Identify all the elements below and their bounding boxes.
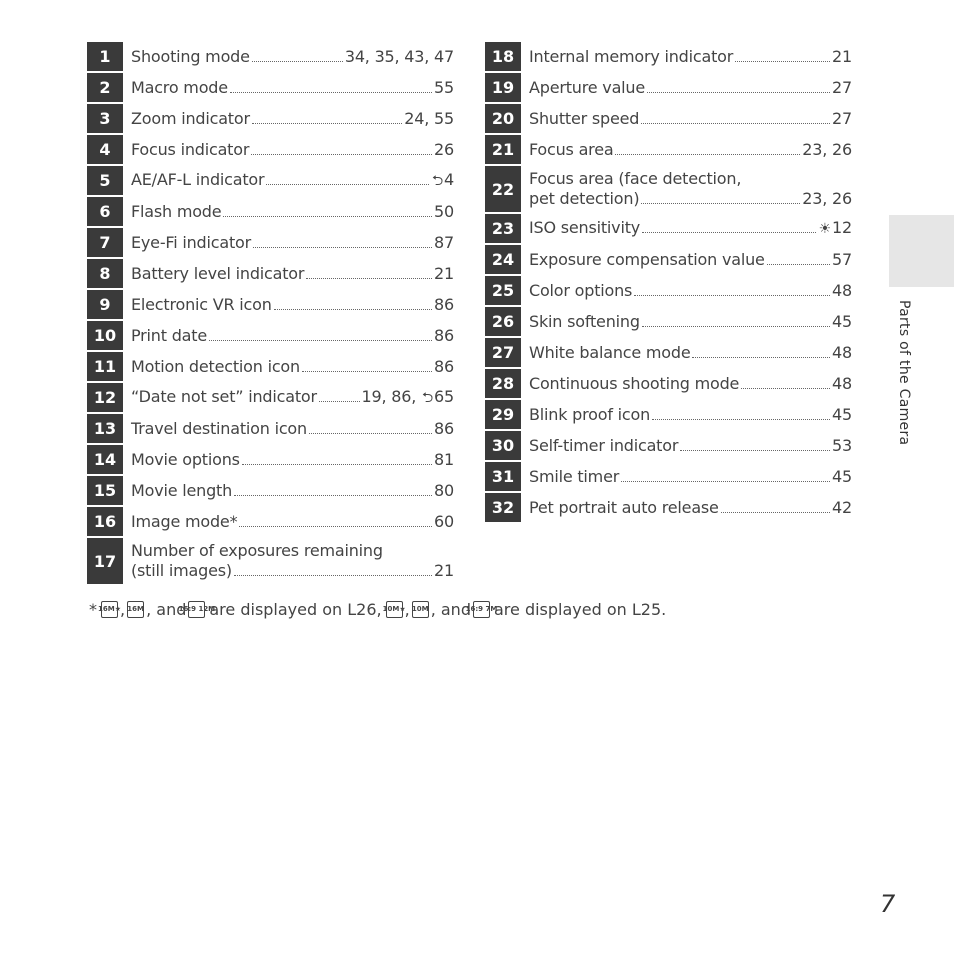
- entry-label: ISO sensitivity: [529, 218, 641, 237]
- page-reference: [434, 233, 454, 253]
- entry-label: Focus area (face detection,: [529, 169, 742, 188]
- dot-leader: [253, 247, 432, 248]
- entry-label: Pet portrait auto release: [529, 497, 719, 517]
- page-numbers: 80: [434, 480, 454, 500]
- entry-line: [131, 481, 454, 501]
- right-column: [485, 42, 852, 524]
- page-numbers: 27: [832, 108, 852, 128]
- page-numbers: 50: [434, 201, 454, 221]
- legend-number: 4: [87, 135, 123, 164]
- entry-line: [529, 312, 852, 332]
- legend-entry: [123, 73, 454, 102]
- page-reference: [434, 202, 454, 222]
- legend-entry: [123, 476, 454, 505]
- page-reference: [434, 140, 454, 160]
- page-numbers: 55: [434, 77, 454, 97]
- dot-leader: [634, 295, 830, 296]
- legend-number: 32: [485, 493, 521, 522]
- legend-row: [87, 135, 454, 164]
- page-reference: [802, 189, 852, 209]
- page-reference: [832, 109, 852, 129]
- page-numbers: 81: [434, 449, 454, 469]
- page-numbers: 48: [832, 373, 852, 393]
- legend-number: 2: [87, 73, 123, 102]
- entry-line: [131, 47, 454, 67]
- dot-leader: [641, 123, 830, 124]
- footnote-sep: ,: [404, 600, 410, 619]
- legend-entry: [123, 414, 454, 443]
- legend-entry: [123, 42, 454, 71]
- dot-leader: [230, 92, 432, 93]
- page-numbers: 53: [832, 435, 852, 455]
- legend-entry: [123, 104, 454, 133]
- entry-label: Print date: [131, 325, 207, 345]
- entry-line: [529, 343, 852, 363]
- dot-leader: [767, 264, 830, 265]
- page-numbers: 86: [434, 325, 454, 345]
- legend-row: [87, 290, 454, 319]
- legend-row: [87, 104, 454, 133]
- page-number: 7: [880, 890, 896, 918]
- entry-line: [529, 189, 852, 209]
- entry-label: Motion detection icon: [131, 356, 300, 376]
- page-numbers: 86: [434, 294, 454, 314]
- dot-leader: [302, 371, 432, 372]
- page-numbers: 26: [434, 139, 454, 159]
- legend-row: [87, 538, 454, 584]
- entry-line: [529, 467, 852, 487]
- legend-number: 24: [485, 245, 521, 274]
- entry-label: Color options: [529, 280, 633, 300]
- page-reference: [434, 481, 454, 501]
- page-numbers: 23, 26: [802, 189, 852, 208]
- legend-number: 3: [87, 104, 123, 133]
- legend-entry: [123, 445, 454, 474]
- legend-row: [87, 476, 454, 505]
- legend-row: [87, 352, 454, 381]
- page-reference: [434, 561, 454, 581]
- page-reference: [362, 387, 454, 408]
- legend-entry: [521, 400, 852, 429]
- legend-number: 29: [485, 400, 521, 429]
- legend-number: 27: [485, 338, 521, 367]
- dot-leader: [266, 184, 429, 185]
- entry-line: [131, 264, 454, 284]
- dot-leader: [252, 123, 402, 124]
- entry-line: [131, 78, 454, 98]
- legend-number: 8: [87, 259, 123, 288]
- entry-label: AE/AF-L indicator: [131, 170, 265, 189]
- page-reference: [434, 78, 454, 98]
- legend-number: 11: [87, 352, 123, 381]
- entry-line: [131, 561, 454, 581]
- footnote-and: , and: [146, 600, 187, 619]
- dot-leader: [721, 512, 830, 513]
- legend-row: [485, 276, 852, 305]
- page-reference: [832, 47, 852, 67]
- legend-number: 22: [485, 166, 521, 212]
- page-numbers: 45: [832, 466, 852, 486]
- page-reference: [832, 405, 852, 425]
- legend-entry: [521, 276, 852, 305]
- legend-entry: [521, 338, 852, 367]
- legend-row: [87, 383, 454, 412]
- page-numbers: 19, 86,: [361, 387, 422, 406]
- page-numbers: 86: [434, 418, 454, 438]
- legend-row: [485, 338, 852, 367]
- entry-label: Macro mode: [131, 77, 228, 97]
- reference-section-icon: ⮌: [422, 390, 434, 406]
- legend-entry: [521, 245, 852, 274]
- legend-number: 18: [485, 42, 521, 71]
- entry-label: Smile timer: [529, 466, 620, 486]
- entry-label: pet detection): [529, 189, 640, 208]
- entry-label: Electronic VR icon: [131, 294, 272, 314]
- entry-label: Eye-Fi indicator: [131, 232, 251, 252]
- legend-entry: [123, 228, 454, 257]
- page-reference: [434, 450, 454, 470]
- entry-label: Aperture value: [529, 77, 645, 97]
- page-numbers: 27: [832, 77, 852, 97]
- entry-label: Internal memory indicator: [529, 46, 734, 66]
- image-mode-10m-icon: 10M: [412, 601, 429, 618]
- legend-entry: [123, 321, 454, 350]
- legend-entry: [521, 73, 852, 102]
- entry-line: [131, 170, 454, 191]
- page-reference: [434, 264, 454, 284]
- page-numbers: 65: [434, 387, 454, 406]
- dot-leader: [641, 203, 800, 204]
- legend-entry: [521, 493, 852, 522]
- dot-leader: [234, 575, 432, 576]
- reference-section-icon: ☀: [818, 221, 832, 237]
- footnote-and: , and: [430, 600, 471, 619]
- entry-label: Shutter speed: [529, 108, 640, 128]
- dot-leader: [692, 357, 830, 358]
- entry-label: White balance mode: [529, 342, 691, 362]
- entry-line: [529, 78, 852, 98]
- page-numbers: 57: [832, 249, 852, 269]
- entry-label: Exposure compensation value: [529, 249, 765, 269]
- dot-leader: [209, 340, 432, 341]
- entry-label: Flash mode: [131, 201, 222, 221]
- page-reference: [434, 295, 454, 315]
- page-reference: [404, 109, 454, 129]
- legend-row: [87, 321, 454, 350]
- entry-label: Movie options: [131, 449, 240, 469]
- legend-number: 25: [485, 276, 521, 305]
- dot-leader: [680, 450, 830, 451]
- legend-entry: [521, 462, 852, 491]
- entry-line: [131, 387, 454, 408]
- dot-leader: [621, 481, 830, 482]
- entry-line: [529, 281, 852, 301]
- legend-row: [87, 197, 454, 226]
- legend-row: [485, 166, 852, 212]
- legend-number: 15: [87, 476, 123, 505]
- legend-entry: [123, 538, 454, 584]
- legend-row: [485, 307, 852, 336]
- entry-line: [529, 498, 852, 518]
- entry-line: [529, 169, 852, 189]
- section-label: Parts of the Camera: [896, 300, 912, 446]
- footnote-text: are displayed on L26,: [209, 600, 382, 619]
- dot-leader: [642, 232, 816, 233]
- dot-leader: [223, 216, 432, 217]
- dot-leader: [309, 433, 432, 434]
- entry-label: Blink proof icon: [529, 404, 651, 424]
- dot-leader: [251, 154, 432, 155]
- legend-entry: [123, 507, 454, 536]
- legend-number: 10: [87, 321, 123, 350]
- dot-leader: [741, 388, 830, 389]
- page-reference: [832, 281, 852, 301]
- entry-label: Continuous shooting mode: [529, 373, 740, 393]
- legend-number: 17: [87, 538, 123, 584]
- dot-leader: [319, 401, 360, 402]
- legend-row: [485, 104, 852, 133]
- page-numbers: 86: [434, 356, 454, 376]
- page-reference: [434, 512, 454, 532]
- legend-row: [87, 507, 454, 536]
- legend-row: [485, 400, 852, 429]
- legend-number: 13: [87, 414, 123, 443]
- legend-number: 1: [87, 42, 123, 71]
- page-reference: [832, 436, 852, 456]
- image-mode-10m-star-icon: 10M★: [386, 601, 403, 618]
- legend-number: 6: [87, 197, 123, 226]
- page-reference: [431, 170, 454, 191]
- entry-line: [529, 218, 852, 239]
- legend-entry: [123, 197, 454, 226]
- footnote: [87, 600, 787, 619]
- footnote-sep: ,: [120, 600, 126, 619]
- dot-leader: [239, 526, 432, 527]
- legend-number: 9: [87, 290, 123, 319]
- legend-row: [485, 493, 852, 522]
- entry-line: [529, 250, 852, 270]
- entry-line: [529, 109, 852, 129]
- legend-number: 26: [485, 307, 521, 336]
- page-reference: [802, 140, 852, 160]
- legend-number: 19: [485, 73, 521, 102]
- page-numbers: 12: [832, 218, 852, 237]
- dot-leader: [274, 309, 432, 310]
- page-numbers: 45: [832, 404, 852, 424]
- entry-label: Shooting mode: [131, 46, 250, 66]
- legend-number: 28: [485, 369, 521, 398]
- page-reference: [434, 326, 454, 346]
- legend-entry: [123, 352, 454, 381]
- entry-line: [529, 436, 852, 456]
- legend-entry: [521, 166, 852, 212]
- entry-line: [131, 233, 454, 253]
- page-numbers: 21: [434, 561, 454, 580]
- page-numbers: 42: [832, 497, 852, 517]
- legend-entry: [521, 307, 852, 336]
- reference-section-icon: ⮌: [432, 173, 444, 189]
- page-numbers: 48: [832, 342, 852, 362]
- entry-label: “Date not set” indicator: [131, 387, 317, 406]
- legend-number: 30: [485, 431, 521, 460]
- page-reference: [434, 419, 454, 439]
- entry-line: [131, 326, 454, 346]
- page-numbers: 45: [832, 311, 852, 331]
- dot-leader: [242, 464, 432, 465]
- legend-row: [485, 462, 852, 491]
- dot-leader: [615, 154, 800, 155]
- dot-leader: [652, 419, 830, 420]
- entry-line: [131, 419, 454, 439]
- entry-label: Focus indicator: [131, 139, 250, 159]
- image-mode-16m-icon: 16M: [127, 601, 144, 618]
- page-numbers: 60: [434, 511, 454, 531]
- dot-leader: [252, 61, 343, 62]
- dot-leader: [306, 278, 432, 279]
- entry-line: [131, 202, 454, 222]
- entry-label: Self-timer indicator: [529, 435, 679, 455]
- entry-line: [131, 295, 454, 315]
- legend-row: [87, 259, 454, 288]
- entry-line: [131, 109, 454, 129]
- legend-number: 20: [485, 104, 521, 133]
- page-reference: [832, 312, 852, 332]
- entry-label: Number of exposures remaining: [131, 541, 383, 560]
- legend-row: [87, 445, 454, 474]
- entry-label: Image mode*: [131, 511, 238, 531]
- legend-entry: [521, 42, 852, 71]
- left-column: [87, 42, 454, 586]
- legend-entry: [521, 369, 852, 398]
- legend-row: [485, 369, 852, 398]
- dot-leader: [234, 495, 432, 496]
- legend-row: [485, 245, 852, 274]
- entry-label: (still images): [131, 561, 232, 580]
- entry-label: Travel destination icon: [131, 418, 307, 438]
- legend-entry: [521, 214, 852, 243]
- dot-leader: [642, 326, 830, 327]
- footnote-text: are displayed on L25.: [493, 600, 667, 619]
- legend-number: 14: [87, 445, 123, 474]
- entry-line: [131, 450, 454, 470]
- legend-number: 23: [485, 214, 521, 243]
- image-mode-16-9-7m-icon: 16:9 7M: [473, 601, 490, 618]
- page-numbers: 21: [434, 263, 454, 283]
- page-numbers: 48: [832, 280, 852, 300]
- legend-row: [87, 166, 454, 195]
- side-tab: [889, 215, 954, 287]
- legend-entry: [123, 290, 454, 319]
- entry-label: Zoom indicator: [131, 108, 250, 128]
- footnote-asterisk: *: [89, 600, 97, 619]
- legend-number: 21: [485, 135, 521, 164]
- legend-entry: [123, 135, 454, 164]
- page-numbers: 24, 55: [404, 108, 454, 128]
- entry-line: [529, 374, 852, 394]
- page-numbers: 21: [832, 46, 852, 66]
- page-numbers: 34, 35, 43, 47: [344, 46, 454, 66]
- image-mode-16m-star-icon: 16M★: [101, 601, 118, 618]
- legend-row: [485, 214, 852, 243]
- page-reference: [434, 357, 454, 377]
- page-reference: [832, 374, 852, 394]
- entry-line: [131, 140, 454, 160]
- page-reference: [832, 250, 852, 270]
- dot-leader: [647, 92, 830, 93]
- legend-number: 16: [87, 507, 123, 536]
- page-numbers: 23, 26: [802, 139, 852, 159]
- legend-row: [87, 42, 454, 71]
- page-reference: [345, 47, 454, 67]
- legend-entry: [123, 166, 454, 195]
- page-reference: [832, 343, 852, 363]
- page-reference: [818, 218, 852, 239]
- page-numbers: 4: [444, 170, 454, 189]
- legend-entry: [521, 135, 852, 164]
- legend-number: 12: [87, 383, 123, 412]
- entry-label: Focus area: [529, 139, 614, 159]
- page-reference: [832, 498, 852, 518]
- legend-row: [485, 135, 852, 164]
- dot-leader: [735, 61, 830, 62]
- image-mode-16-9-12m-icon: 16:9 12M: [188, 601, 205, 618]
- page-reference: [832, 467, 852, 487]
- legend-number: 7: [87, 228, 123, 257]
- legend-entry: [123, 383, 454, 412]
- entry-line: [529, 47, 852, 67]
- entry-line: [131, 512, 454, 532]
- entry-line: [131, 541, 454, 561]
- legend-row: [87, 414, 454, 443]
- legend-row: [485, 42, 852, 71]
- entry-line: [529, 405, 852, 425]
- entry-line: [131, 357, 454, 377]
- entry-label: Movie length: [131, 480, 233, 500]
- entry-line: [529, 140, 852, 160]
- entry-label: Battery level indicator: [131, 263, 305, 283]
- legend-entry: [123, 259, 454, 288]
- legend-entry: [521, 104, 852, 133]
- legend-number: 31: [485, 462, 521, 491]
- entry-label: Skin softening: [529, 311, 640, 331]
- legend-row: [485, 431, 852, 460]
- legend-row: [485, 73, 852, 102]
- legend-row: [87, 228, 454, 257]
- legend-row: [87, 73, 454, 102]
- legend-number: 5: [87, 166, 123, 195]
- legend-entry: [521, 431, 852, 460]
- page-reference: [832, 78, 852, 98]
- page-numbers: 87: [434, 232, 454, 252]
